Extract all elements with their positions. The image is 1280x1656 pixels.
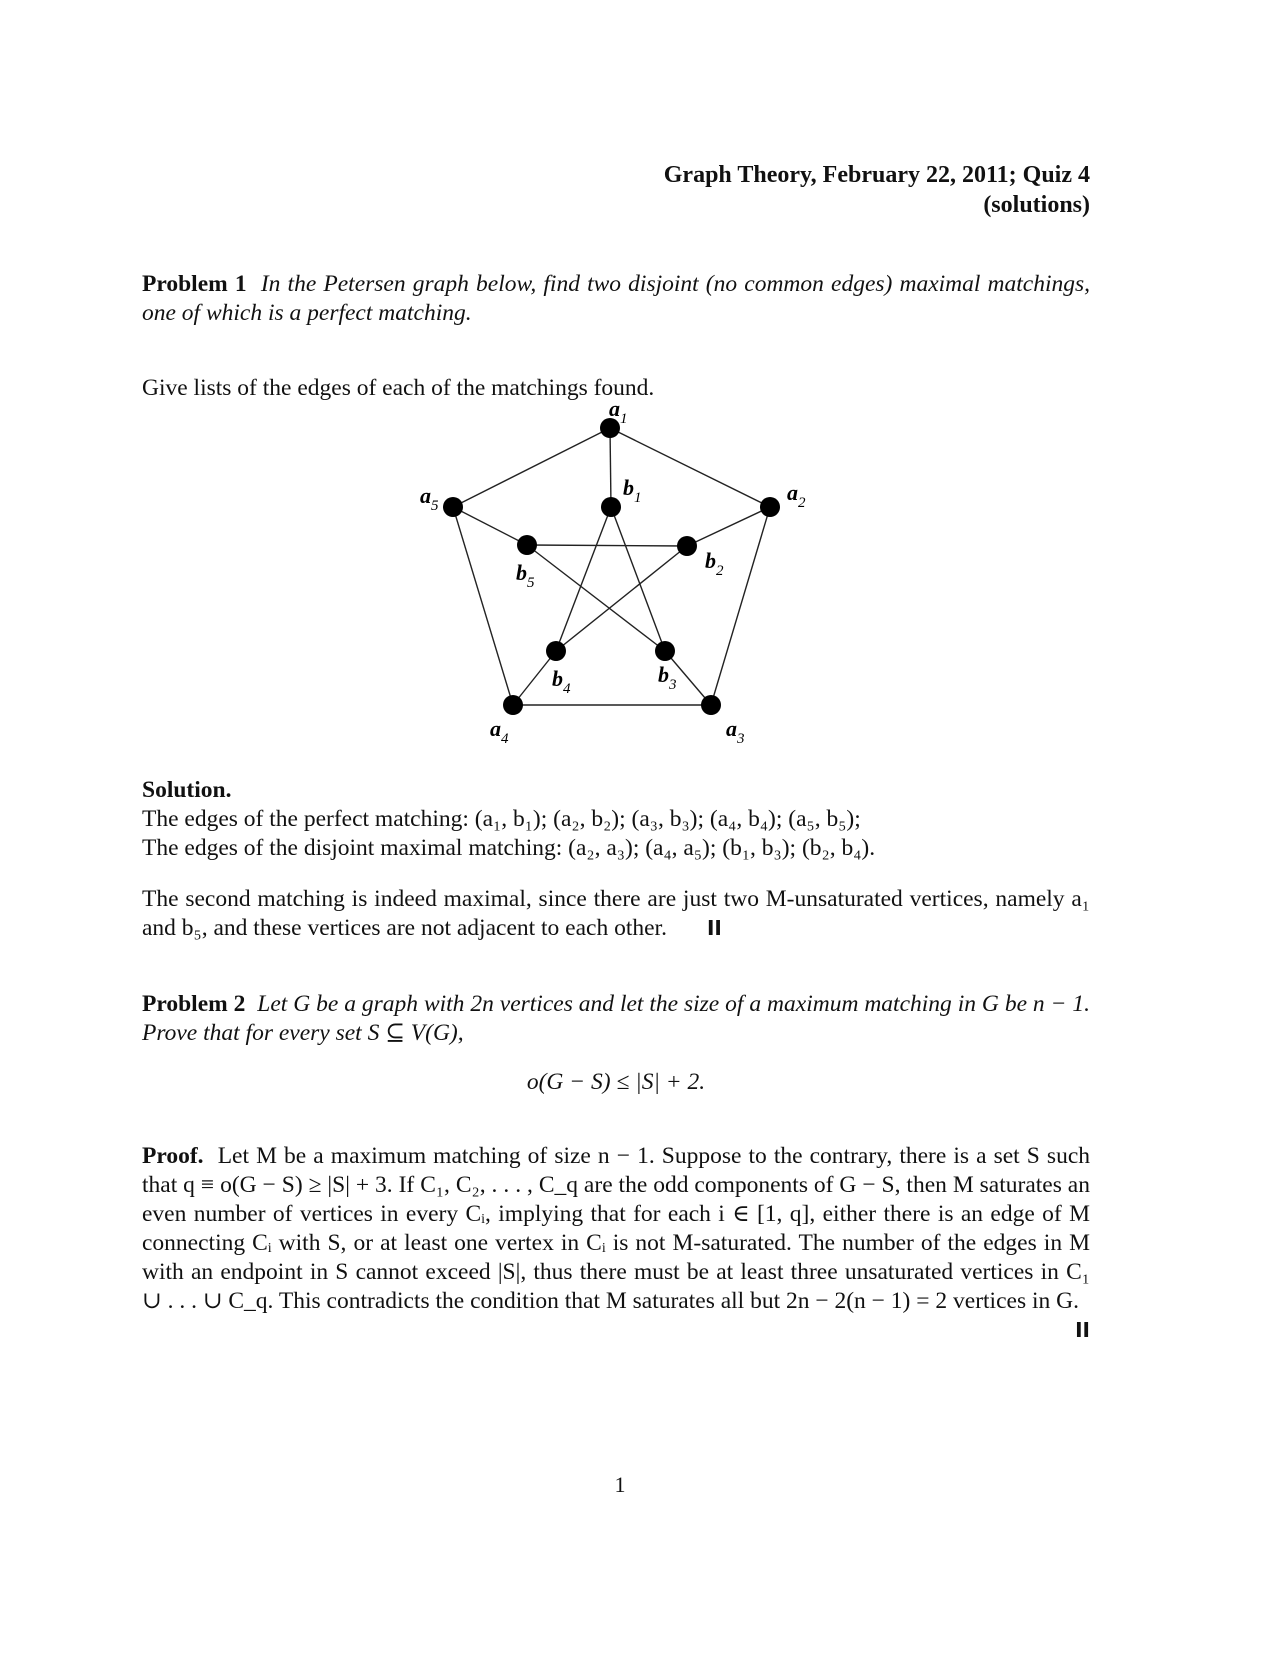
vertex-a3 [701, 695, 721, 715]
solution-label: Solution. [142, 777, 232, 803]
vertex-b4 [546, 641, 566, 661]
vertex-label-a4: a4 [490, 716, 509, 747]
edge-a5-a1 [453, 428, 610, 507]
vertex-label-a1: a1 [609, 396, 628, 427]
problem-2-statement: Let G be a graph with 2n vertices and let the size of a maximum matching in G be n − 1. Prove that for every set S ⊆ V(G), [142, 991, 1091, 1046]
problem-2 [142, 990, 1090, 1048]
edge-a2-a3 [711, 507, 770, 705]
title-line-2: (solutions) [983, 192, 1090, 218]
problem-1-instruction: Give lists of the edges of each of the matchings found. [142, 375, 655, 401]
vertex-b1 [601, 497, 621, 517]
problem-2-formula: o(G − S) ≤ |S| + 2. [526, 1069, 706, 1095]
vertex-label-a5: a5 [420, 483, 439, 514]
vertex-label-b5: b5 [516, 560, 535, 591]
title-line-1: Graph Theory, February 22, 2011; Quiz 4 [663, 162, 1090, 188]
vertex-label-a3: a3 [726, 716, 745, 747]
qed-mark-proof: II [1075, 1318, 1090, 1342]
edge-a1-b1 [610, 428, 611, 507]
edge-a4-a5 [453, 507, 513, 705]
edge-b3-b5 [527, 545, 665, 651]
vertex-b3 [655, 641, 675, 661]
vertex-a2 [760, 497, 780, 517]
vertex-a1 [600, 418, 620, 438]
edge-a4-b4 [513, 651, 556, 705]
proof-text: Let M be a maximum matching of size n − 1. Suppose to the contrary, there is a set S such that q ≡ o(G − S) ≥ |S| + 3. If C₁, C₂, . . . , C_q are the odd components of G − S, then M saturates an even number of vertices in every Cᵢ, implying that for each i ∈ [1, q], either there is an edge of M connecting Cᵢ with S, or at least one vertex in Cᵢ is not M-saturated. The number of the edges in M with an endpoint in S cannot exceed |S|, thus there must be at least three unsaturated vertices in C₁ ∪ . . . ∪ C_q. This contradicts the condition that M saturates all but 2n − 2(n − 1) = 2 vertices in G. [142, 1143, 1090, 1314]
vertex-label-b2: b2 [705, 548, 724, 579]
edge-a2-b2 [687, 507, 770, 546]
proof-label: Proof. [142, 1143, 204, 1169]
solution-line-2: The edges of the disjoint maximal matching: (a₂, a₃); (a₄, a₅); (b₁, b₃); (b₂, b₄). [142, 835, 876, 861]
vertex-a4 [503, 695, 523, 715]
vertex-label-a2: a2 [787, 480, 806, 511]
vertex-b2 [677, 536, 697, 556]
problem-2-label: Problem 2 [142, 991, 246, 1017]
page-number: 1 [614, 1472, 626, 1497]
solution-line-1: The edges of the perfect matching: (a₁, b₁); (a₂, b₂); (a₃, b₃); (a₄, b₄); (a₅, b₅); [142, 806, 861, 832]
edge-b5-b2 [527, 545, 687, 546]
proof [142, 1142, 1090, 1345]
solution [142, 776, 1090, 863]
solution-remark-block [142, 885, 1090, 943]
problem-1-statement: In the Petersen graph below, find two disjoint (no common edges) maximal matchings, one of which is a perfect matching. [142, 271, 1091, 326]
qed-mark: II [706, 916, 722, 940]
vertex-a5 [443, 497, 463, 517]
solution-remark: The second matching is indeed maximal, since there are just two M-unsaturated vertices, namely a₁ and b₅, and these vertices are not adjacent to each other. [142, 886, 1090, 941]
vertex-b5 [517, 535, 537, 555]
problem-1-label: Problem 1 [142, 271, 247, 297]
vertex-label-b3: b3 [658, 662, 677, 693]
edge-a5-b5 [453, 507, 527, 545]
vertex-label-b4: b4 [552, 666, 571, 697]
vertex-label-b1: b1 [623, 475, 642, 506]
